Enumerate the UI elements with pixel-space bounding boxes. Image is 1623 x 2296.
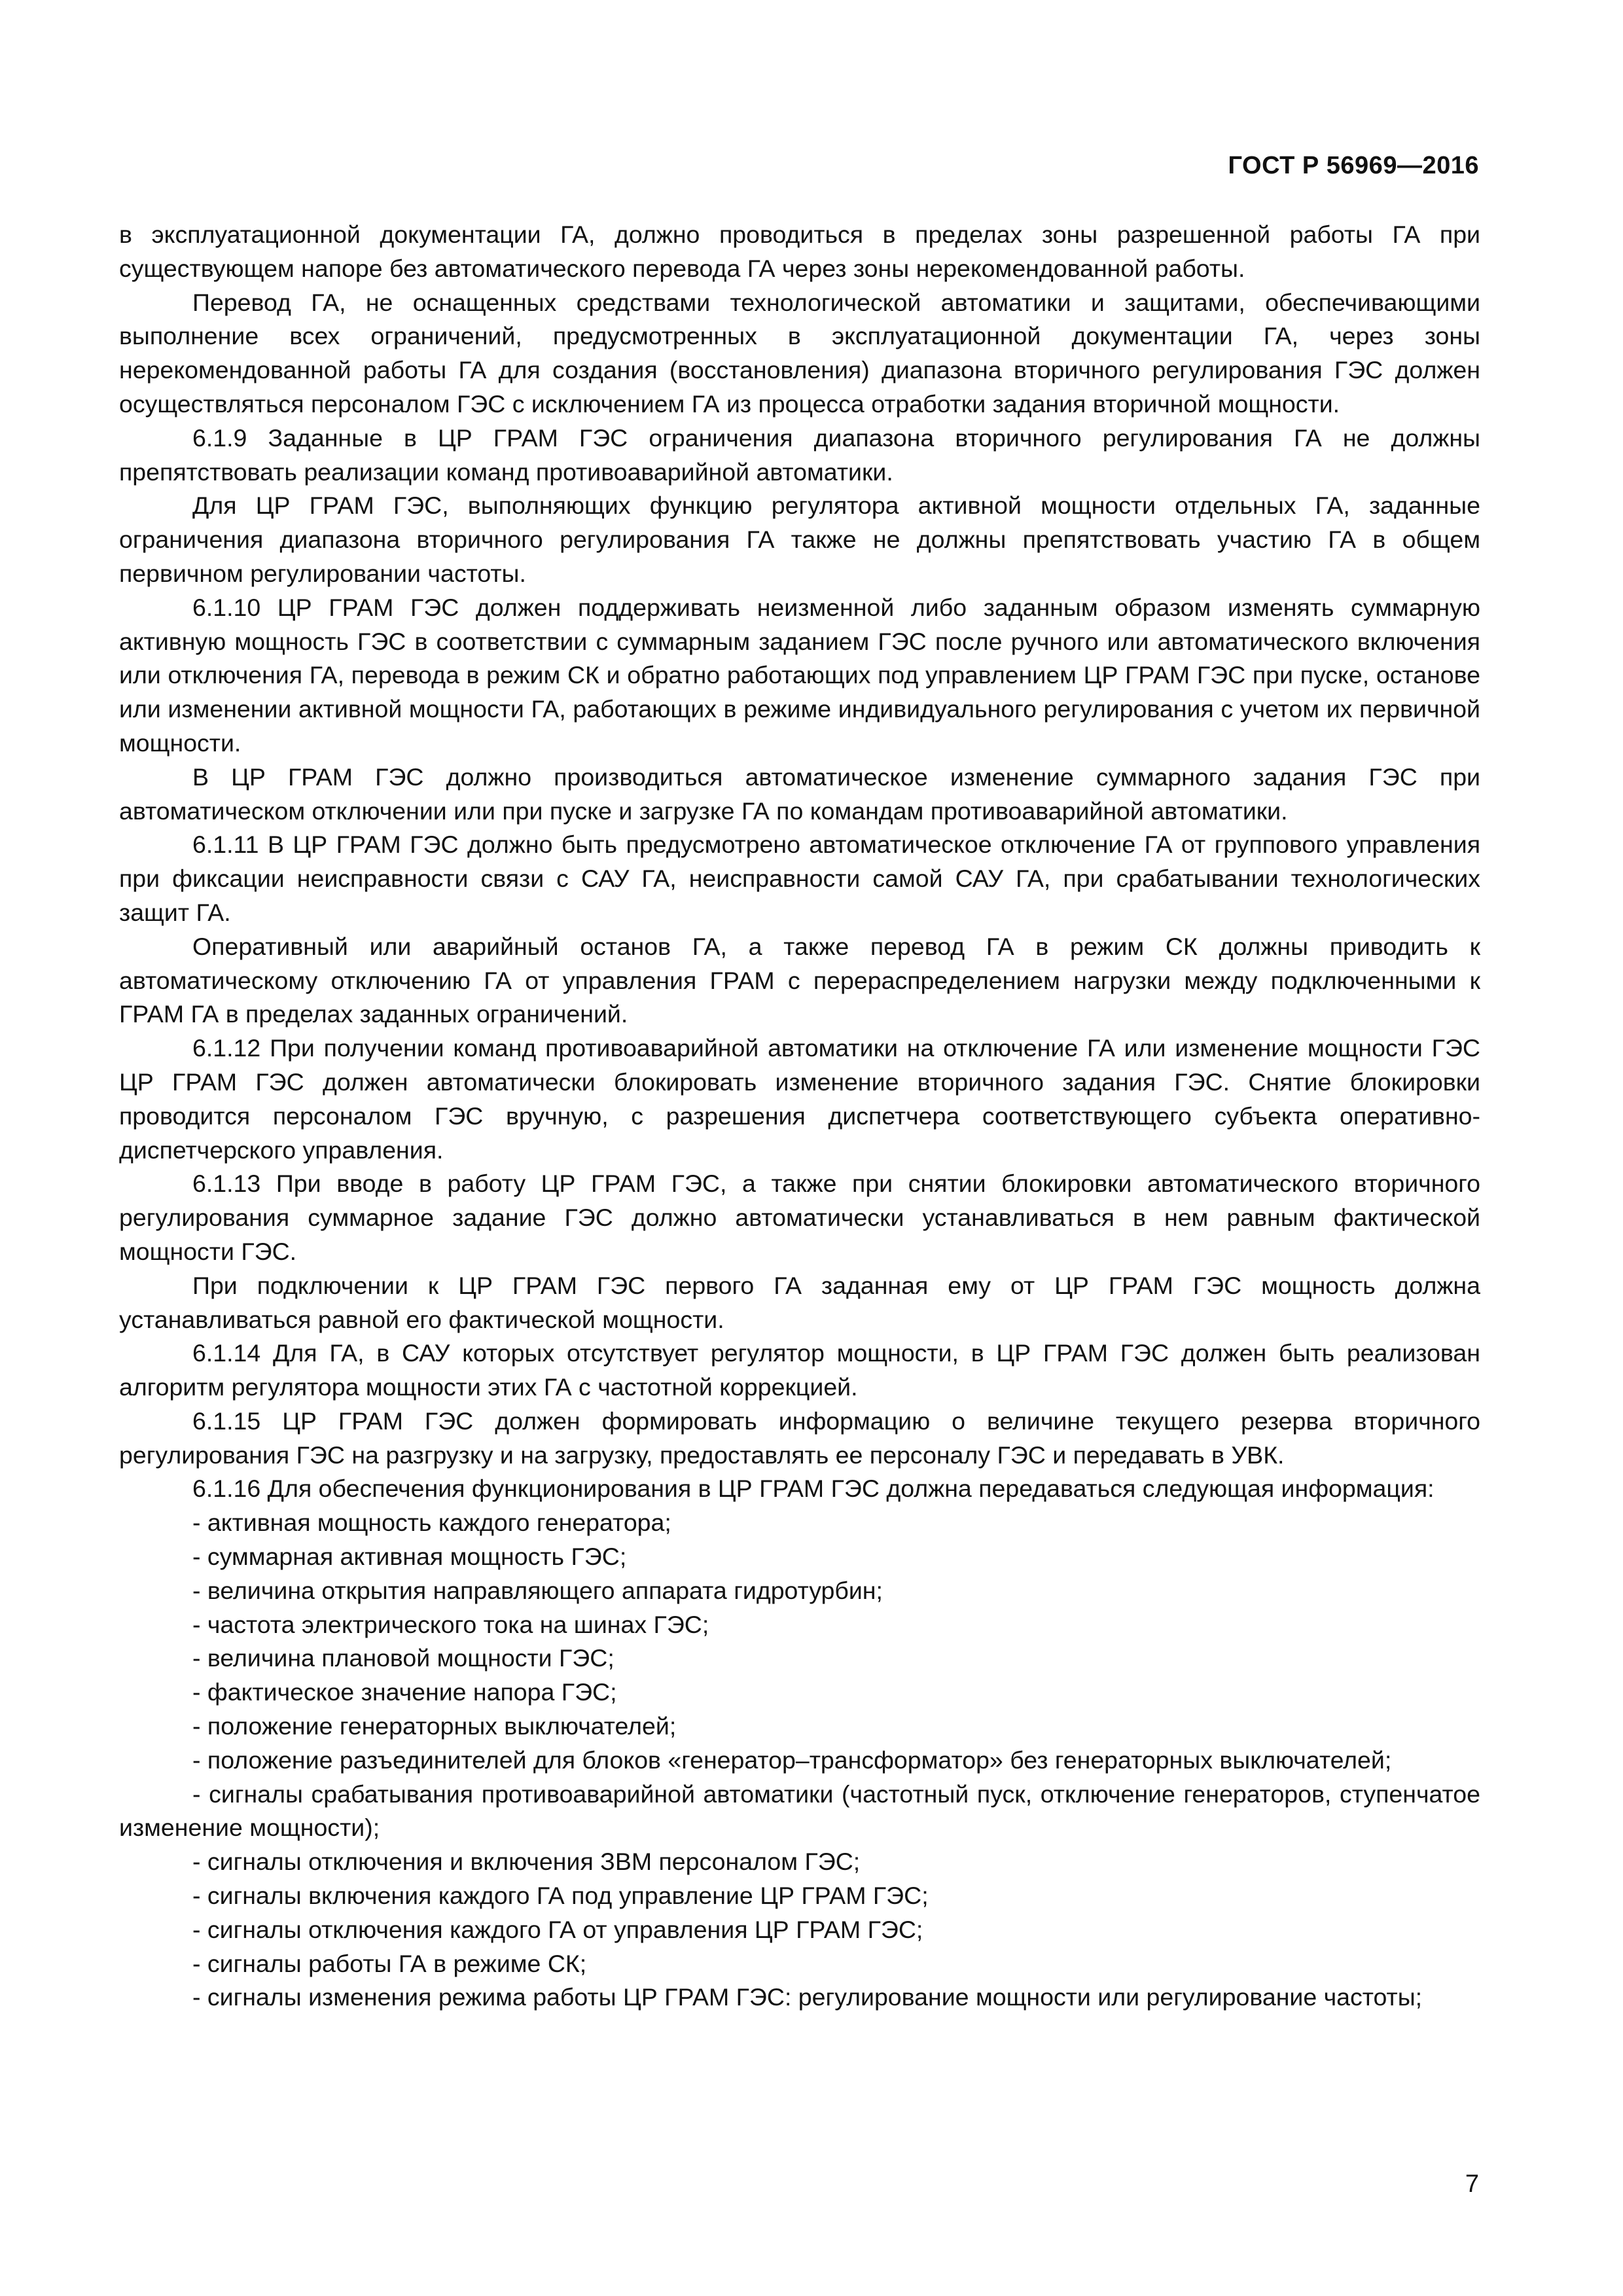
paragraph: Для ЦР ГРАМ ГЭС, выполняющих функцию регулятора активной мощности отдельных ГА, заданные ограничения диапазона вторичного регулирования ГА также не должны препятствовать участию ГА в общем первичном регулировании частоты. [119, 492, 1480, 587]
standard-number: ГОСТ Р 56969—2016 [1228, 152, 1479, 179]
paragraph: в эксплуатационной документации ГА, должно проводиться в пределах зоны разрешенной работы ГА при существующем напоре без автоматического перевода ГА через зоны нерекомендованной работы. [119, 221, 1480, 282]
clause-6-1-16: 6.1.16 Для обеспечения функционирования в ЦР ГРАМ ГЭС должна передаваться следующая информация: [192, 1475, 1435, 1503]
paragraph: Перевод ГА, не оснащенных средствами технологической автоматики и защитами, обеспечивающими выполнение всех ограничений, предусмотренных в эксплуатационной документации ГА, через зоны нерекомендованной работы ГА для создания (восстановления) диапазона вторичного регулирования ГЭС должен осуществляться персоналом ГЭС с исключением ГА из процесса отработки задания вторичной мощности. [119, 288, 1480, 418]
list-item: - сигналы срабатывания противоаварийной автоматики (частотный пуск, отключение генераторов, ступенчатое изменение мощности); [119, 1780, 1480, 1842]
list-item: - активная мощность каждого генератора; [192, 1509, 671, 1537]
list-item: - величина плановой мощности ГЭС; [192, 1644, 615, 1672]
clause-6-1-10: 6.1.10 ЦР ГРАМ ГЭС должен поддерживать неизменной либо заданным образом изменять суммарную активную мощность ГЭС в соответствии с суммарным заданием ГЭС после ручного или автоматического включения или отключения ГА, перевода в режим СК и обратно работающих под управлением ЦР ГРАМ ГЭС при пуске, останове или изменении активной мощности ГА, работающих в режиме индивидуального регулирования с учетом их первичной мощности. [119, 593, 1480, 757]
list-item: - суммарная активная мощность ГЭС; [192, 1543, 627, 1571]
list-item: - величина открытия направляющего аппарата гидротурбин; [192, 1576, 883, 1604]
clause-6-1-11: 6.1.11 В ЦР ГРАМ ГЭС должно быть предусмотрено автоматическое отключение ГА от группового управления при фиксации неисправности связи с САУ ГА, неисправности самой САУ ГА, при срабатывании технологических защит ГА. [119, 831, 1480, 926]
list-item: - сигналы работы ГА в режиме СК; [192, 1949, 587, 1977]
paragraph: В ЦР ГРАМ ГЭС должно производиться автоматическое изменение суммарного задания ГЭС при автоматическом отключении или при пуске и загрузке ГА по командам противоаварийной автоматики. [119, 762, 1480, 825]
list-item: - положение разъединителей для блоков «генератор–трансформатор» без генераторных выключателей; [192, 1746, 1392, 1774]
list-item: - положение генераторных выключателей; [192, 1712, 677, 1740]
clause-6-1-13: 6.1.13 При вводе в работу ЦР ГРАМ ГЭС, а также при снятии блокировки автоматического вторичного регулирования суммарное задание ГЭС должно автоматически устанавливаться в нем равным фактической мощности ГЭС. [119, 1170, 1480, 1265]
list-item: - сигналы отключения каждого ГА от управления ЦР ГРАМ ГЭС; [192, 1915, 923, 1943]
paragraph: При подключении к ЦР ГРАМ ГЭС первого ГА заданная ему от ЦР ГРАМ ГЭС мощность должна устанавливаться равной его фактической мощности. [119, 1271, 1480, 1333]
clause-6-1-14: 6.1.14 Для ГА, в САУ которых отсутствует регулятор мощности, в ЦР ГРАМ ГЭС должен быть реализован алгоритм регулятора мощности этих ГА с частотной коррекцией. [119, 1339, 1480, 1401]
list-item: - частота электрического тока на шинах ГЭС; [192, 1610, 709, 1638]
list-item: - сигналы изменения режима работы ЦР ГРАМ ГЭС: регулирование мощности или регулирование частоты; [192, 1983, 1423, 2011]
body-text [119, 218, 1480, 2015]
list-item: - фактическое значение напора ГЭС; [192, 1678, 617, 1706]
clause-6-1-12: 6.1.12 При получении команд противоаварийной автоматики на отключение ГА или изменение мощности ГЭС ЦР ГРАМ ГЭС должен автоматически блокировать изменение вторичного задания ГЭС. Снятие блокировки проводится персоналом ГЭС вручную, с разрешения диспетчера соответствующего субъекта оперативно-диспетчерского управления. [119, 1034, 1480, 1164]
paragraph: Оперативный или аварийный останов ГА, а также перевод ГА в режим СК должны приводить к автоматическому отключению ГА от управления ГРАМ с перераспределением нагрузки между подключенными к ГРАМ ГА в пределах заданных ограничений. [119, 932, 1480, 1028]
clause-6-1-9: 6.1.9 Заданные в ЦР ГРАМ ГЭС ограничения диапазона вторичного регулирования ГА не должны препятствовать реализации команд противоаварийной автоматики. [119, 423, 1480, 486]
page-number: 7 [1465, 2170, 1479, 2198]
list-item: - сигналы включения каждого ГА под управление ЦР ГРАМ ГЭС; [192, 1882, 929, 1910]
clause-6-1-15: 6.1.15 ЦР ГРАМ ГЭС должен формировать информацию о величине текущего резерва вторичного регулирования ГЭС на разгрузку и на загрузку, предоставлять ее персоналу ГЭС и передавать в УВК. [119, 1407, 1480, 1469]
list-item: - сигналы отключения и включения ЗВМ персоналом ГЭС; [192, 1848, 861, 1876]
